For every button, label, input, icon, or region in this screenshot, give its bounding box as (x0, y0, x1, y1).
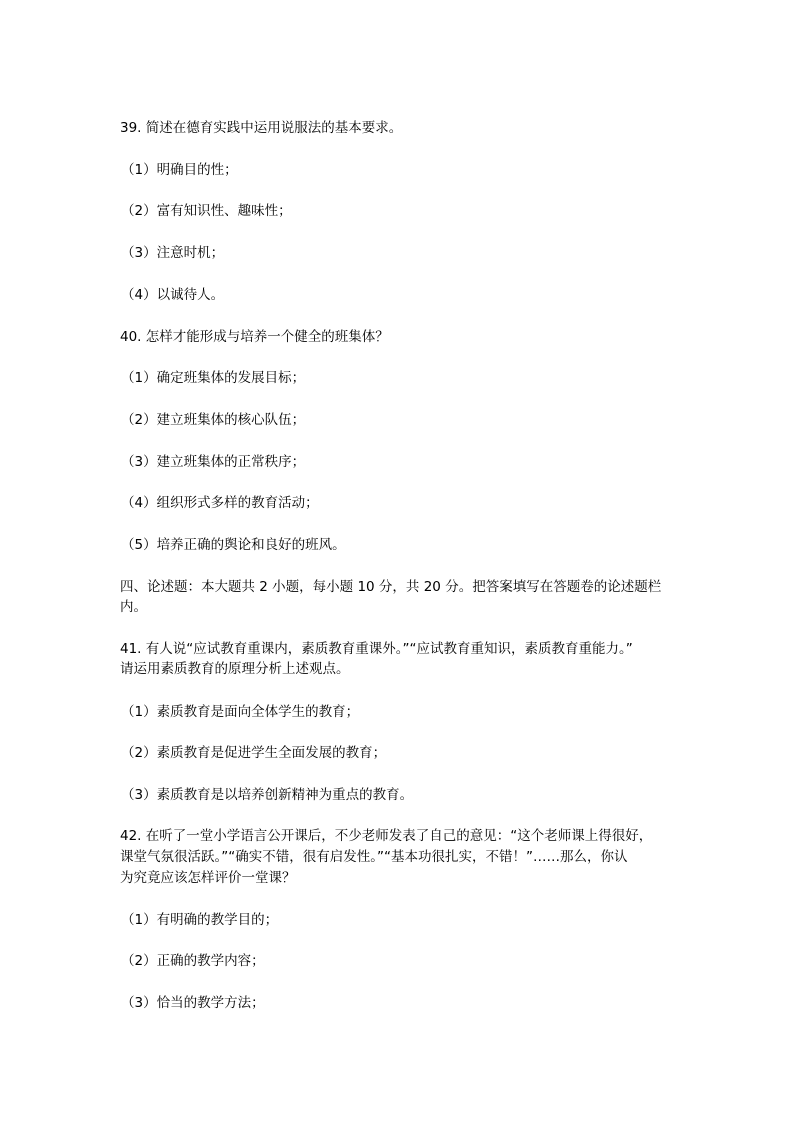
q40-answer-4: （4）组织形式多样的教育活动； (121, 495, 319, 511)
q42-answer-1: （1）有明确的教学目的； (121, 912, 279, 928)
q41-answer-2: （2）素质教育是促进学生全面发展的教育； (121, 745, 387, 761)
q40-answer-1: （1）确定班集体的发展目标； (121, 370, 306, 386)
q41-answer-1: （1）素质教育是面向全体学生的教育； (121, 704, 360, 720)
q40-answer-5: （5）培养正确的舆论和良好的班风。 (121, 537, 346, 553)
question-39-title: 39. 简述在德育实践中运用说服法的基本要求。 (120, 120, 403, 136)
q39-answer-3: （3）注意时机； (121, 245, 225, 261)
question-40-title: 40. 怎样才能形成与培养一个健全的班集体？ (120, 329, 389, 345)
q39-answer-1: （1）明确目的性； (121, 162, 238, 178)
question-41-line-1: 41. 有人说“应试教育重课内，素质教育重课外。”“应试教育重知识，素质教育重能力。” (120, 641, 633, 657)
q42-answer-2: （2）正确的教学内容； (121, 953, 265, 969)
q39-answer-2: （2）富有知识性、趣味性； (121, 203, 292, 219)
q39-answer-4: （4）以诚待人。 (121, 287, 225, 303)
q42-answer-3: （3）恰当的教学方法； (121, 995, 265, 1011)
q40-answer-3: （3）建立班集体的正常秩序； (121, 454, 306, 470)
section-4-heading-line-2: 内。 (120, 599, 147, 615)
question-42-line-1: 42. 在听了一堂小学语言公开课后，不少老师发表了自己的意见：“这个老师课上得很好， (120, 828, 653, 844)
question-42-line-3: 为究竟应该怎样评价一堂课？ (120, 870, 296, 886)
question-42-line-2: 课堂气氛很活跃。”“确实不错，很有启发性。”“基本功很扎实，不错！”……那么，你认 (120, 849, 628, 865)
q41-answer-3: （3）素质教育是以培养创新精神为重点的教育。 (121, 787, 414, 803)
q40-answer-2: （2）建立班集体的核心队伍； (121, 412, 306, 428)
question-41-line-2: 请运用素质教育的原理分析上述观点。 (120, 661, 350, 677)
section-4-heading-line-1: 四、论述题：本大题共 2 小题，每小题 10 分，共 20 分。把答案填写在答题卷的论述题栏 (120, 579, 662, 595)
